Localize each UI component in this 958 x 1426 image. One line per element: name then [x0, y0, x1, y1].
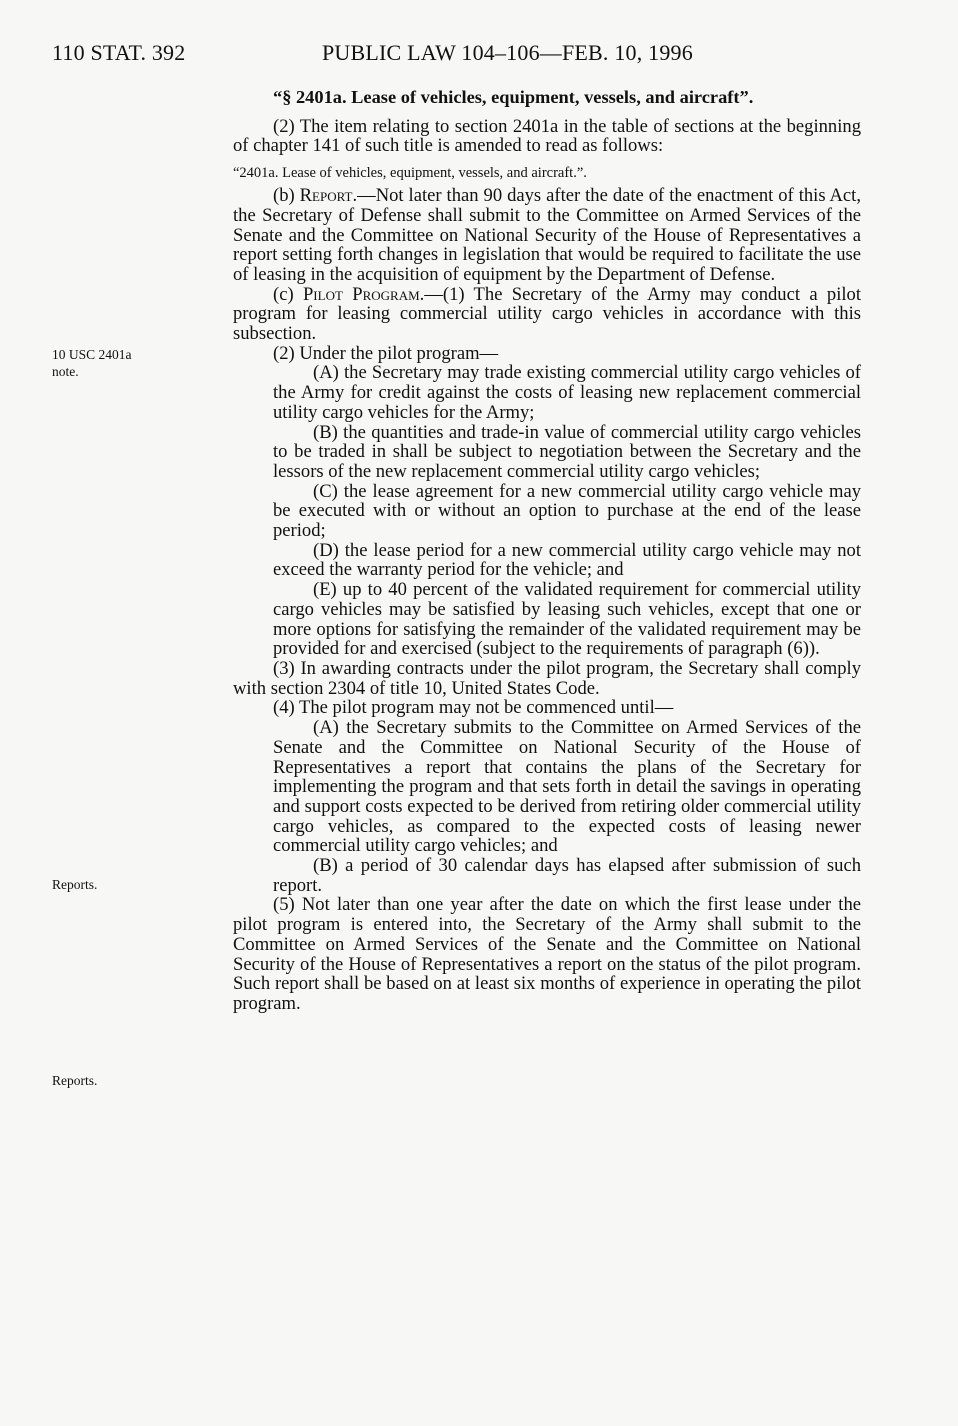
margin-note-usc-note: note.: [52, 364, 79, 379]
subsection-b-heading: Report: [299, 185, 353, 207]
subsection-c-text: .—(1) The Secretary of the Army may conduct a pilot program for leasing commercial utility cargo vehicles in accordance with this subsection.: [233, 283, 861, 345]
subsection-c-heading: Pilot Program: [302, 283, 420, 305]
margin-note-usc-citation: 10 USC 2401a: [52, 347, 132, 362]
document-body: [233, 88, 861, 1014]
clause-c2-b: (B) the quantities and trade-in value of commercial utility cargo vehicles to be traded in shall be subject to negotiation between the Secretary and the lessors of the new replacement commercial utility cargo vehicles;: [273, 421, 861, 482]
table-of-sections-entry: “2401a. Lease of vehicles, equipment, vessels, and aircraft.”.: [233, 165, 587, 182]
page-header: [0, 40, 958, 70]
clause-c2-a: (A) the Secretary may trade existing commercial utility cargo vehicles of the Army for credit against the costs of leasing new replacement commercial utility cargo vehicles for the Army;: [273, 362, 861, 423]
subsection-b-label: (b): [273, 185, 300, 207]
margin-note-reports-2: Reports.: [52, 1073, 98, 1088]
subsection-c: [233, 285, 861, 344]
paragraph-c5: (5) Not later than one year after the date on which the first lease under the pilot program is entered into, the Secretary of the Army shall submit to the Committee on Armed Services of the Senate and the Committee on National Security of the House of Representatives a report on the status of the pilot program. Such report shall be based on at least six months of experience in operating the pilot program.: [233, 894, 861, 1014]
statute-page-number: 110 STAT. 392: [52, 40, 186, 65]
clause-c4-a: (A) the Secretary submits to the Committee on Armed Services of the Senate and the Committee on National Security of the House of Representatives a report that contains the plans of the Secretary for implementing the program and that sets forth in detail the savings in operating and support costs expected to be derived from retiring older commercial utility cargo vehicles, as compared to the expected costs of leasing newer commercial utility cargo vehicles; and: [273, 717, 861, 857]
clause-c2-c: (C) the lease agreement for a new commercial utility cargo vehicle may be executed with or without an option to purchase at the end of the lease period;: [273, 480, 861, 542]
public-law-citation: PUBLIC LAW 104–106—FEB. 10, 1996: [322, 40, 693, 65]
paragraph-c2: (2) Under the pilot program—: [273, 342, 499, 364]
clause-c2-e: (E) up to 40 percent of the validated requirement for commercial utility cargo vehicles may be satisfied by leasing such vehicles, except that one or more options for satisfying the remainder of the validated requirement may be provided for and exercised (subject to the requirements of paragraph (6)).: [273, 579, 861, 660]
section-heading: “§ 2401a. Lease of vehicles, equipment, vessels, and aircraft”.: [273, 87, 754, 107]
paragraph-item-2: (2) The item relating to section 2401a in the table of sections at the beginning of chapter 141 of such title is amended to read as follows:: [233, 115, 861, 157]
paragraph-c3: (3) In awarding contracts under the pilot program, the Secretary shall comply with section 2304 of title 10, United States Code.: [233, 657, 861, 699]
clause-c2-d: (D) the lease period for a new commercial utility cargo vehicle may not exceed the warranty period for the vehicle; and: [273, 539, 861, 581]
clause-c4-b: (B) a period of 30 calendar days has elapsed after submission of such report.: [273, 855, 861, 896]
subsection-c-label: (c): [273, 283, 303, 305]
paragraph-c4: (4) The pilot program may not be commenced until—: [273, 697, 674, 719]
margin-note-reports-1: Reports.: [52, 877, 98, 892]
subsection-b: [233, 186, 861, 285]
margin-note-usc: [52, 346, 132, 380]
subsection-b-text: .—Not later than 90 days after the date of the enactment of this Act, the Secretary of Defense shall submit to the Committee on Armed Services of the Senate and the Committee on National Security of the House of Representatives a report setting forth changes in legislation that would be required to facilitate the use of leasing in the acquisition of equipment by the Department of Defense.: [233, 185, 861, 285]
